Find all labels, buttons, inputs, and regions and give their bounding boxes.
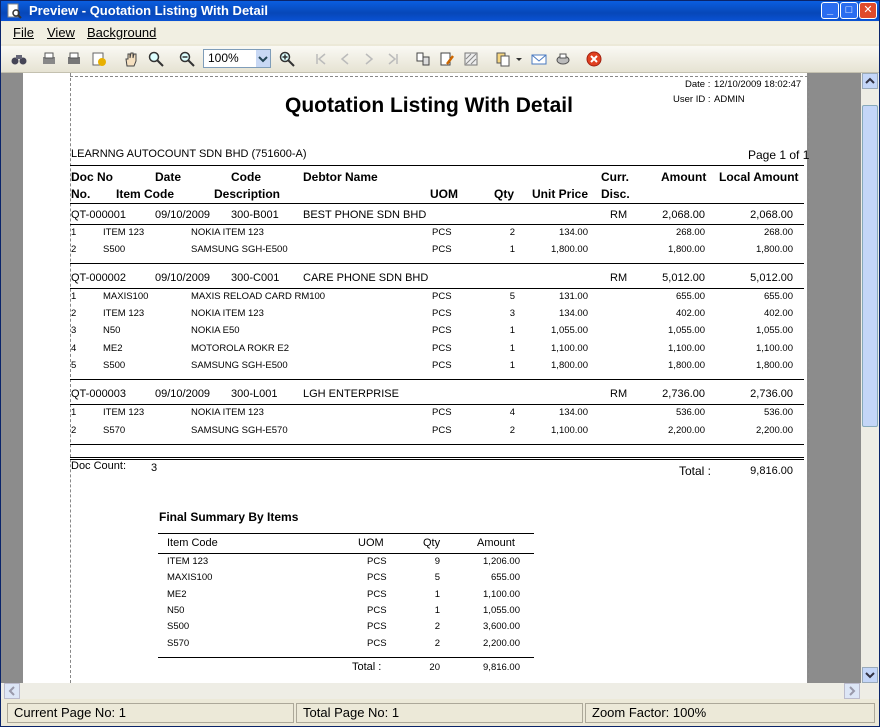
item-local: 1,100.00 <box>756 343 793 354</box>
summary-total-rule <box>158 657 534 658</box>
summary-item-code: S570 <box>167 638 190 649</box>
user-id-value: ADMIN <box>714 94 745 105</box>
toolbar <box>1 46 879 73</box>
item-uom: PCS <box>432 308 452 319</box>
summary-qty: 1 <box>434 605 440 616</box>
export-icon[interactable] <box>91 51 107 67</box>
item-qty: 3 <box>509 308 515 319</box>
item-desc: SAMSUNG SGH-E570 <box>191 425 288 436</box>
summary-qty: 2 <box>434 621 440 632</box>
item-uom: PCS <box>432 227 452 238</box>
item-local: 2,200.00 <box>756 425 793 436</box>
item-qty: 1 <box>509 244 515 255</box>
chevron-right-icon <box>845 684 859 698</box>
item-local: 655.00 <box>763 291 793 302</box>
date-value: 12/10/2009 18:02:47 <box>714 79 802 90</box>
page-indicator: Page 1 of 1 <box>748 148 810 162</box>
item-code: ITEM 123 <box>103 407 145 418</box>
item-row <box>23 407 807 423</box>
item-desc: MAXIS RELOAD CARD RM100 <box>191 291 326 302</box>
item-local: 536.00 <box>763 407 793 418</box>
summary-uom: PCS <box>367 605 387 616</box>
edit-report-icon[interactable] <box>439 51 455 67</box>
doc-code: 300-B001 <box>231 209 279 221</box>
item-price: 1,100.00 <box>551 425 588 436</box>
item-code: ME2 <box>103 343 123 354</box>
grand-total-rule <box>70 457 804 458</box>
item-local: 1,800.00 <box>756 244 793 255</box>
zoom-dropdown-button[interactable] <box>256 50 270 67</box>
summary-col-qty: Qty <box>423 537 441 549</box>
item-local: 1,055.00 <box>756 325 793 336</box>
previous-page-icon[interactable] <box>337 51 353 67</box>
doc-code: 300-L001 <box>231 388 278 400</box>
item-amount: 402.00 <box>675 308 705 319</box>
doc-no: QT-000001 <box>71 209 127 221</box>
horizontal-scrollbar[interactable] <box>1 683 879 699</box>
item-price: 131.00 <box>558 291 588 302</box>
item-price: 1,800.00 <box>551 244 588 255</box>
item-desc: NOKIA ITEM 123 <box>191 227 264 238</box>
doc-rule <box>70 404 804 405</box>
item-price: 1,055.00 <box>551 325 588 336</box>
item-uom: PCS <box>432 244 452 255</box>
doc-rule <box>70 288 804 289</box>
menu-background[interactable]: Background <box>87 25 157 40</box>
scroll-left-button[interactable] <box>4 683 20 699</box>
doc-end-rule <box>70 263 804 264</box>
item-no: 1 <box>71 291 77 302</box>
title-bar[interactable] <box>1 1 879 21</box>
preview-app-icon <box>6 3 22 19</box>
menu-file[interactable]: File <box>13 25 34 40</box>
summary-qty: 1 <box>434 589 440 600</box>
summary-item-code: ME2 <box>167 589 187 600</box>
page-margin-right <box>808 73 809 683</box>
item-desc: MOTOROLA ROKR E2 <box>191 343 290 354</box>
doc-end-rule <box>70 379 804 380</box>
summary-amount: 3,600.00 <box>483 621 520 632</box>
item-qty: 4 <box>509 407 515 418</box>
chevron-left-icon <box>5 684 19 698</box>
summary-uom: PCS <box>367 556 387 567</box>
header-rule-bottom <box>70 203 804 204</box>
item-code: S500 <box>103 360 126 371</box>
first-page-icon[interactable] <box>313 51 329 67</box>
item-amount: 1,800.00 <box>668 244 705 255</box>
chevron-up-icon <box>863 74 877 88</box>
doc-curr: RM <box>610 272 628 284</box>
report-viewport[interactable] <box>1 73 861 683</box>
header-rule-top <box>70 165 804 166</box>
item-uom: PCS <box>432 291 452 302</box>
scroll-down-button[interactable] <box>862 667 878 683</box>
summary-row <box>23 556 807 572</box>
col-date: Date <box>155 170 182 184</box>
summary-uom: PCS <box>367 638 387 649</box>
doc-debtor: LGH ENTERPRISE <box>303 388 399 400</box>
last-page-icon[interactable] <box>385 51 401 67</box>
print-setup-icon[interactable] <box>41 51 57 67</box>
doc-local-amount: 2,068.00 <box>750 209 793 221</box>
item-no: 1 <box>71 407 77 418</box>
col-debtor: Debtor Name <box>303 170 378 184</box>
doc-curr: RM <box>610 388 628 400</box>
item-no: 4 <box>71 343 77 354</box>
summary-uom: PCS <box>367 621 387 632</box>
item-no: 5 <box>71 360 77 371</box>
email-icon[interactable] <box>531 51 547 67</box>
item-qty: 1 <box>509 325 515 336</box>
doc-debtor: BEST PHONE SDN BHD <box>303 209 427 221</box>
summary-amount: 1,100.00 <box>483 589 520 600</box>
item-amount: 655.00 <box>675 291 705 302</box>
item-amount: 2,200.00 <box>668 425 705 436</box>
summary-qty: 5 <box>434 572 440 583</box>
summary-item-code: ITEM 123 <box>167 556 209 567</box>
zoom-select[interactable] <box>203 49 271 68</box>
item-row <box>23 325 807 341</box>
item-row <box>23 425 807 441</box>
doc-count-label: Doc Count: <box>71 460 127 472</box>
summary-amount: 1,055.00 <box>483 605 520 616</box>
menu-view[interactable]: View <box>47 25 75 40</box>
summary-item-code: MAXIS100 <box>167 572 213 583</box>
chevron-down-icon <box>863 668 877 682</box>
item-no: 2 <box>71 244 77 255</box>
summary-amount: 1,206.00 <box>483 556 520 567</box>
close-preview-icon[interactable] <box>586 51 602 67</box>
doc-code: 300-C001 <box>231 272 280 284</box>
summary-total-amount: 9,816.00 <box>483 662 520 673</box>
hand-tool-icon[interactable] <box>123 51 139 67</box>
item-code: MAXIS100 <box>103 291 149 302</box>
item-row <box>23 308 807 324</box>
status-current-page: Current Page No: 1 <box>7 703 294 723</box>
item-row <box>23 343 807 359</box>
item-uom: PCS <box>432 360 452 371</box>
item-qty: 2 <box>509 227 515 238</box>
col-description: Description <box>214 187 281 201</box>
close-button[interactable]: ✕ <box>859 2 877 19</box>
item-uom: PCS <box>432 343 452 354</box>
item-desc: SAMSUNG SGH-E500 <box>191 244 288 255</box>
doc-count-value: 3 <box>151 462 158 474</box>
col-local-amount: Local Amount <box>719 170 799 184</box>
item-price: 134.00 <box>558 308 588 319</box>
summary-qty: 9 <box>434 556 440 567</box>
col-qty: Qty <box>494 187 515 201</box>
col-curr: Curr. <box>601 170 630 184</box>
doc-date: 09/10/2009 <box>155 272 211 284</box>
item-price: 1,800.00 <box>551 360 588 371</box>
item-no: 2 <box>71 425 77 436</box>
col-unit-price: Unit Price <box>532 187 589 201</box>
summary-uom: PCS <box>367 572 387 583</box>
summary-uom: PCS <box>367 589 387 600</box>
item-qty: 2 <box>509 425 515 436</box>
doc-local-amount: 5,012.00 <box>750 272 793 284</box>
item-price: 134.00 <box>558 227 588 238</box>
doc-local-amount: 2,736.00 <box>750 388 793 400</box>
item-code: ITEM 123 <box>103 308 145 319</box>
scroll-right-button[interactable] <box>844 683 860 699</box>
summary-item-code: N50 <box>167 605 185 616</box>
item-uom: PCS <box>432 425 452 436</box>
chevron-down-icon <box>256 50 270 67</box>
status-bar <box>1 700 879 726</box>
doc-amount: 5,012.00 <box>662 272 705 284</box>
item-qty: 1 <box>509 360 515 371</box>
item-qty: 1 <box>509 343 515 354</box>
scroll-thumb[interactable] <box>862 105 878 427</box>
vertical-scrollbar[interactable] <box>861 73 879 683</box>
zoom-in-icon[interactable] <box>279 51 295 67</box>
date-label: Date : <box>685 79 711 90</box>
doc-date: 09/10/2009 <box>155 388 211 400</box>
report-title: Quotation Listing With Detail <box>285 94 573 117</box>
item-local: 402.00 <box>763 308 793 319</box>
doc-no: QT-000003 <box>71 388 127 400</box>
grand-total-label: Total : <box>679 464 712 478</box>
item-code: S570 <box>103 425 126 436</box>
item-amount: 268.00 <box>675 227 705 238</box>
status-total-page: Total Page No: 1 <box>296 703 583 723</box>
item-code: N50 <box>103 325 121 336</box>
print-icon[interactable] <box>66 51 82 67</box>
doc-amount: 2,068.00 <box>662 209 705 221</box>
item-local: 1,800.00 <box>756 360 793 371</box>
summary-total-qty: 20 <box>429 662 440 673</box>
page-margin-top <box>70 76 808 77</box>
item-desc: NOKIA ITEM 123 <box>191 308 264 319</box>
window-title: Preview - Quotation Listing With Detail <box>29 3 268 18</box>
summary-amount: 2,200.00 <box>483 638 520 649</box>
summary-qty: 2 <box>434 638 440 649</box>
grand-total-value: 9,816.00 <box>750 465 793 477</box>
item-code: S500 <box>103 244 126 255</box>
item-no: 2 <box>71 308 77 319</box>
user-id-label: User ID : <box>673 94 711 105</box>
item-uom: PCS <box>432 407 452 418</box>
item-desc: NOKIA E50 <box>191 325 240 336</box>
menu-bar <box>1 22 879 44</box>
doc-debtor: CARE PHONE SDN BHD <box>303 272 429 284</box>
summary-col-amount: Amount <box>477 537 515 549</box>
item-local: 268.00 <box>763 227 793 238</box>
zoom-out-icon[interactable] <box>179 51 195 67</box>
maximize-button[interactable]: □ <box>840 2 858 19</box>
item-amount: 1,800.00 <box>668 360 705 371</box>
item-qty: 5 <box>509 291 515 302</box>
item-desc: SAMSUNG SGH-E500 <box>191 360 288 371</box>
next-page-icon[interactable] <box>361 51 377 67</box>
summary-title: Final Summary By Items <box>159 510 299 524</box>
summary-row <box>23 621 807 637</box>
company-name: LEARNNG AUTOCOUNT SDN BHD (751600-A) <box>71 148 307 160</box>
doc-no: QT-000002 <box>71 272 127 284</box>
item-amount: 536.00 <box>675 407 705 418</box>
copy-icon[interactable] <box>495 51 511 67</box>
summary-row <box>23 572 807 588</box>
doc-date: 09/10/2009 <box>155 209 211 221</box>
item-no: 1 <box>71 227 77 238</box>
scroll-up-button[interactable] <box>862 73 878 89</box>
status-zoom-factor: Zoom Factor: 100% <box>585 703 875 723</box>
summary-row <box>23 638 807 654</box>
minimize-button[interactable]: _ <box>821 2 839 19</box>
col-disc: Disc. <box>601 187 630 201</box>
item-uom: PCS <box>432 325 452 336</box>
col-item-code: Item Code <box>116 187 175 201</box>
chevron-down-icon[interactable] <box>514 51 524 67</box>
col-code: Code <box>231 170 261 184</box>
summary-col-item-code: Item Code <box>167 537 218 549</box>
item-amount: 1,100.00 <box>668 343 705 354</box>
summary-header-rule-bottom <box>158 553 534 554</box>
grand-total-rule-double <box>70 459 804 460</box>
col-no: No. <box>71 187 91 201</box>
summary-item-code: S500 <box>167 621 190 632</box>
col-doc-no: Doc No <box>71 170 113 184</box>
item-row <box>23 227 807 243</box>
item-row <box>23 291 807 307</box>
item-row <box>23 360 807 376</box>
item-row <box>23 244 807 260</box>
page-layout-icon[interactable] <box>415 51 431 67</box>
doc-curr: RM <box>610 209 628 221</box>
doc-amount: 2,736.00 <box>662 388 705 400</box>
item-no: 3 <box>71 325 77 336</box>
doc-end-rule <box>70 444 804 445</box>
col-uom: UOM <box>430 187 458 201</box>
col-amount: Amount <box>661 170 707 184</box>
summary-header-rule-top <box>158 533 534 534</box>
report-page <box>23 73 810 683</box>
item-amount: 1,055.00 <box>668 325 705 336</box>
doc-rule <box>70 224 804 225</box>
watermark-icon[interactable] <box>463 51 479 67</box>
summary-amount: 655.00 <box>490 572 520 583</box>
item-price: 134.00 <box>558 407 588 418</box>
send-fax-icon[interactable] <box>555 51 571 67</box>
summary-total-label: Total : <box>352 661 382 673</box>
zoom-value: 100% <box>208 51 239 65</box>
summary-col-uom: UOM <box>358 537 384 549</box>
find-icon[interactable] <box>11 51 27 67</box>
summary-row <box>23 605 807 621</box>
item-desc: NOKIA ITEM 123 <box>191 407 264 418</box>
item-price: 1,100.00 <box>551 343 588 354</box>
summary-row <box>23 589 807 605</box>
magnifier-icon[interactable] <box>148 51 164 67</box>
item-code: ITEM 123 <box>103 227 145 238</box>
